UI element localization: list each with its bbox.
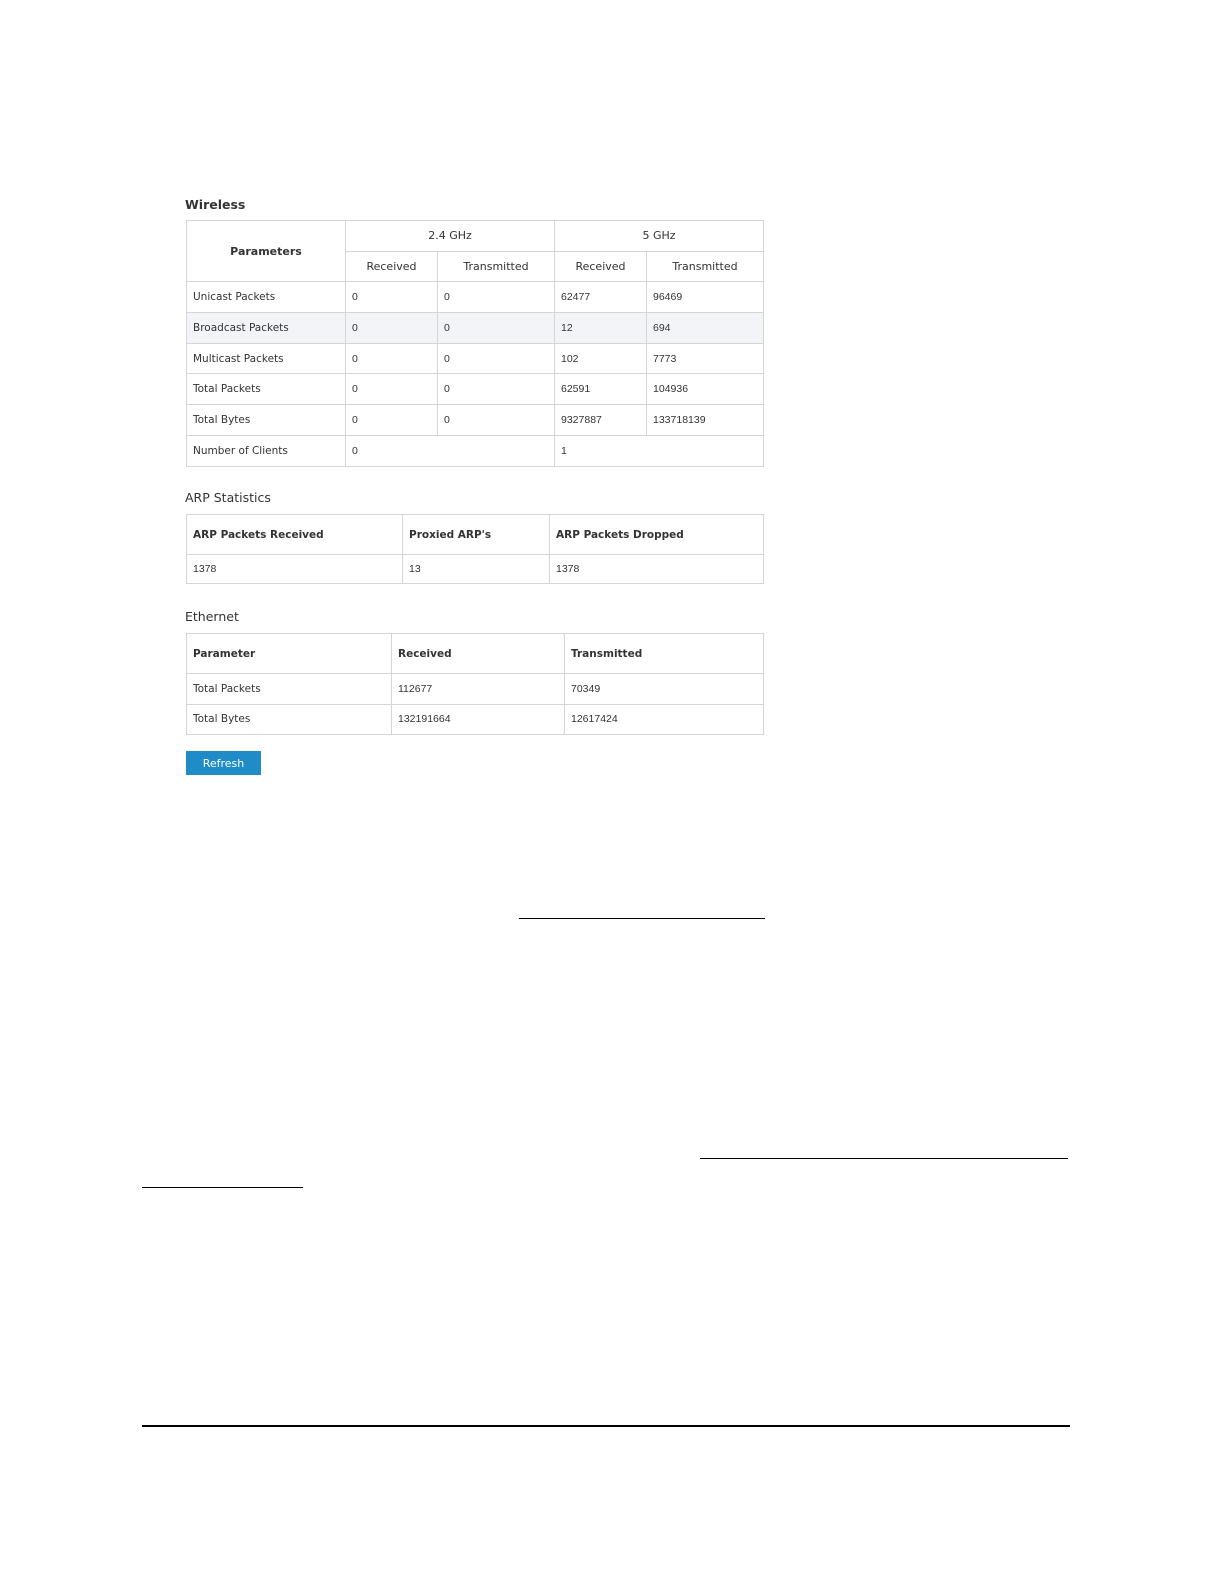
rx-5-value: 102	[555, 343, 647, 374]
arp-stats-table	[186, 514, 764, 584]
transmitted-5-header: Transmitted	[647, 251, 764, 282]
tx-24-value: 0	[438, 282, 555, 313]
rx-24-value: 0	[346, 282, 438, 313]
tx-5-value: 694	[647, 313, 764, 344]
rx-24-value: 0	[346, 405, 438, 436]
wireless-header-row-bands	[187, 221, 764, 252]
tx-24-value: 0	[438, 343, 555, 374]
tx-24-value: 0	[438, 313, 555, 344]
wireless-section-title: Wireless	[185, 197, 246, 212]
rx-value: 112677	[392, 674, 565, 705]
rx-24-value: 0	[346, 374, 438, 405]
ethernet-header-row	[187, 634, 764, 674]
tx-24-value: 0	[438, 405, 555, 436]
row-label: Total Bytes	[187, 704, 392, 735]
ethernet-stats-table	[186, 633, 764, 735]
underline-divider	[700, 1158, 1068, 1159]
clients-row	[187, 435, 764, 466]
tx-5-value: 96469	[647, 282, 764, 313]
rx-5-value: 12	[555, 313, 647, 344]
table-row	[187, 405, 764, 436]
band-24ghz-header: 2.4 GHz	[346, 221, 555, 252]
transmitted-header: Transmitted	[565, 634, 764, 674]
row-label: Broadcast Packets	[187, 313, 346, 344]
rx-5-value: 9327887	[555, 405, 647, 436]
arp-header-row	[187, 515, 764, 555]
rx-5-value: 62477	[555, 282, 647, 313]
parameter-header: Parameter	[187, 634, 392, 674]
tx-value: 70349	[565, 674, 764, 705]
table-row	[187, 674, 764, 705]
ethernet-section-title: Ethernet	[185, 609, 239, 624]
parameters-header: Parameters	[187, 221, 346, 282]
footer-divider	[142, 1425, 1070, 1427]
table-row	[187, 704, 764, 735]
clients-5-value: 1	[555, 435, 764, 466]
wireless-stats-table	[186, 220, 764, 467]
clients-24-value: 0	[346, 435, 555, 466]
rx-value: 132191664	[392, 704, 565, 735]
row-label: Total Bytes	[187, 405, 346, 436]
underline-divider	[142, 1187, 303, 1188]
table-row	[187, 374, 764, 405]
rx-24-value: 0	[346, 313, 438, 344]
received-5-header: Received	[555, 251, 647, 282]
table-row	[187, 343, 764, 374]
transmitted-24-header: Transmitted	[438, 251, 555, 282]
tx-5-value: 133718139	[647, 405, 764, 436]
arp-section-title: ARP Statistics	[185, 490, 271, 505]
arp-dropped-value: 1378	[550, 555, 764, 584]
row-label: Unicast Packets	[187, 282, 346, 313]
row-label: Total Packets	[187, 374, 346, 405]
table-row	[187, 313, 764, 344]
clients-label: Number of Clients	[187, 435, 346, 466]
tx-value: 12617424	[565, 704, 764, 735]
refresh-button[interactable]: Refresh	[186, 751, 261, 775]
tx-5-value: 7773	[647, 343, 764, 374]
received-24-header: Received	[346, 251, 438, 282]
proxied-arp-value: 13	[403, 555, 550, 584]
row-label: Multicast Packets	[187, 343, 346, 374]
row-label: Total Packets	[187, 674, 392, 705]
rx-24-value: 0	[346, 343, 438, 374]
underline-divider	[519, 918, 765, 919]
table-row	[187, 282, 764, 313]
received-header: Received	[392, 634, 565, 674]
table-row	[187, 555, 764, 584]
proxied-arp-header: Proxied ARP's	[403, 515, 550, 555]
tx-5-value: 104936	[647, 374, 764, 405]
arp-dropped-header: ARP Packets Dropped	[550, 515, 764, 555]
band-5ghz-header: 5 GHz	[555, 221, 764, 252]
arp-received-value: 1378	[187, 555, 403, 584]
rx-5-value: 62591	[555, 374, 647, 405]
tx-24-value: 0	[438, 374, 555, 405]
arp-received-header: ARP Packets Received	[187, 515, 403, 555]
